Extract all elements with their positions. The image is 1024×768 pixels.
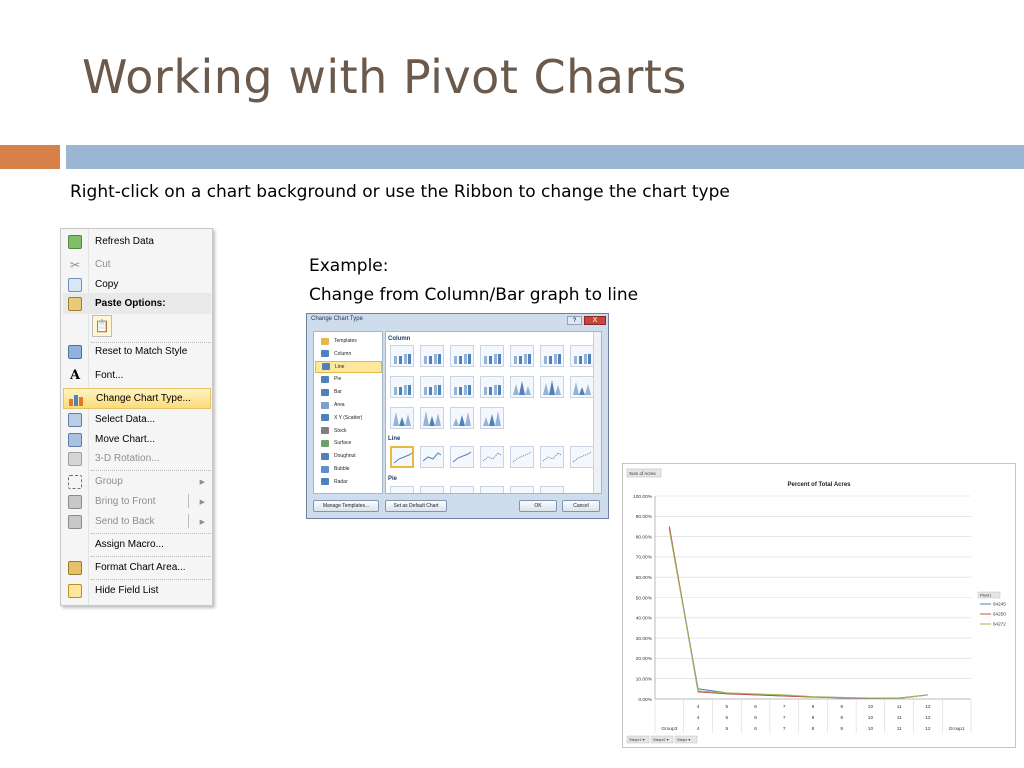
chart-category-icon xyxy=(321,402,329,409)
column-subtype-5[interactable] xyxy=(540,345,564,367)
menu-item-reset-to-match-style[interactable] xyxy=(63,341,211,362)
column-subtype-8[interactable] xyxy=(420,376,444,398)
x-category-label: 9 xyxy=(840,727,844,732)
chart-category-icon xyxy=(321,453,329,460)
chart-category-icon xyxy=(321,427,329,434)
category-radar[interactable] xyxy=(315,476,382,488)
ok-button[interactable]: OK xyxy=(519,500,557,512)
column-subtype-7[interactable] xyxy=(390,376,414,398)
column-subtype-2[interactable] xyxy=(450,345,474,367)
menu-item-copy[interactable] xyxy=(63,274,211,295)
menu-item-font[interactable] xyxy=(63,365,211,386)
column-subtype-6[interactable] xyxy=(570,345,594,367)
scissors-icon: ✂ xyxy=(69,257,81,272)
cone-subtype-14[interactable] xyxy=(390,407,414,429)
menu-item-hide-field-list[interactable] xyxy=(63,580,211,601)
y-tick-label: 50.00% xyxy=(635,596,652,602)
chart-category-icon xyxy=(321,350,329,357)
x-category-label: 9 xyxy=(840,716,844,721)
paste-option-button[interactable] xyxy=(92,315,112,337)
menu-item-label: Move Chart... xyxy=(95,434,156,445)
y-tick-label: 20.00% xyxy=(635,657,652,663)
column-subtype-9[interactable] xyxy=(450,376,474,398)
category-label: Stock xyxy=(334,427,347,434)
menu-item-label: Reset to Match Style xyxy=(95,346,188,357)
menu-item-assign-macro[interactable] xyxy=(63,534,211,555)
pie-subtype-3[interactable] xyxy=(480,486,504,494)
category-label: Area xyxy=(334,402,345,408)
pie-subtype-1[interactable] xyxy=(420,486,444,494)
field-button-label: Sum of Acres xyxy=(629,471,656,476)
menu-item-label: Cut xyxy=(95,259,111,270)
format-icon xyxy=(63,559,87,577)
x-category-label: 10 xyxy=(867,716,874,721)
menu-item-label: Send to Back xyxy=(95,516,155,527)
x-category-label: 8 xyxy=(811,716,815,721)
menu-item-label: Refresh Data xyxy=(95,236,154,247)
x-category-label: 6 xyxy=(754,705,757,710)
category-label: Doughnut xyxy=(334,453,356,460)
help-button[interactable]: ? xyxy=(567,316,582,325)
x-category-label: 7 xyxy=(782,716,786,721)
menu-item-select-data[interactable] xyxy=(63,409,211,430)
cancel-button[interactable]: Cancel xyxy=(562,500,600,512)
category-bubble[interactable] xyxy=(315,463,382,475)
x-category-label: 12 xyxy=(925,727,931,732)
refresh-icon xyxy=(63,233,87,251)
menu-item-3d-rotation[interactable] xyxy=(63,448,211,469)
category-label: Pie xyxy=(334,376,342,383)
category-surface[interactable] xyxy=(315,437,382,449)
y-tick-label: 60.00% xyxy=(635,576,652,581)
set-default-chart-button[interactable]: Set as Default Chart xyxy=(385,500,447,512)
pie-subtype-2[interactable] xyxy=(450,486,474,494)
pie-subtype-5[interactable] xyxy=(540,486,564,494)
series-line-64272 xyxy=(669,531,928,699)
category-column[interactable] xyxy=(315,348,382,360)
category-bar[interactable] xyxy=(315,386,382,398)
x-category-label: Group1 xyxy=(948,727,965,732)
move-chart-icon xyxy=(63,431,87,449)
accent-bar-blue xyxy=(66,145,1024,169)
x-category-label: 8 xyxy=(811,705,815,710)
menu-item-label: Hide Field List xyxy=(95,585,159,596)
chart-category-icon xyxy=(321,478,329,485)
legend-entry: 64245 xyxy=(993,601,1006,607)
group-icon xyxy=(63,473,87,491)
series-line-64245 xyxy=(669,529,928,699)
pivot-chart[interactable] xyxy=(622,463,1016,748)
category-stock[interactable] xyxy=(315,425,382,437)
context-menu xyxy=(60,228,213,606)
category-doughnut[interactable] xyxy=(315,450,382,462)
cone-subtype-12[interactable] xyxy=(540,376,564,398)
y-tick-label: 90.00% xyxy=(635,515,652,521)
category-label: X Y (Scatter) xyxy=(334,414,363,421)
menu-item-label: Assign Macro... xyxy=(95,539,164,550)
menu-item-send-to-back[interactable] xyxy=(63,511,211,532)
menu-item-label: Bring to Front xyxy=(95,496,156,507)
category-line[interactable] xyxy=(315,361,382,373)
menu-item-bring-to-front[interactable] xyxy=(63,491,211,512)
menu-item-label: Change Chart Type... xyxy=(96,393,191,404)
send-back-icon xyxy=(63,513,87,531)
category-label: Templates xyxy=(334,338,357,344)
menu-item-label: Format Chart Area... xyxy=(95,562,186,573)
y-tick-label: 10.00% xyxy=(635,677,652,683)
chart-title: Percent of Total Acres xyxy=(787,482,851,488)
line-subtype-6[interactable] xyxy=(570,446,594,468)
example-block xyxy=(309,252,638,310)
x-category-label: 4 xyxy=(696,727,700,732)
cone-subtype-17[interactable] xyxy=(480,407,504,429)
pie-subtype-0[interactable] xyxy=(390,486,414,494)
x-category-label: 11 xyxy=(896,716,902,721)
menu-item-label: Group xyxy=(95,476,123,487)
x-category-label: 12 xyxy=(925,705,931,710)
x-category-label: 10 xyxy=(867,727,874,732)
category-label: Column xyxy=(334,350,352,357)
x-category-label: 5 xyxy=(725,727,729,732)
y-tick-label: 40.00% xyxy=(635,616,652,622)
menu-item-move-chart[interactable] xyxy=(63,429,211,450)
x-category-label: 10 xyxy=(867,705,874,710)
chart-subtype-gallery xyxy=(385,331,602,494)
field-list-icon xyxy=(63,582,87,600)
x-category-label: 6 xyxy=(754,716,757,721)
line-subtype-0[interactable] xyxy=(390,446,414,468)
axis-field-button-label: Stepx1 ▾ xyxy=(629,737,645,742)
chart-category-icon xyxy=(321,440,329,447)
cone-subtype-15[interactable] xyxy=(420,407,444,429)
split-divider xyxy=(188,514,189,528)
x-category-label: 7 xyxy=(782,705,786,710)
chart-category-list xyxy=(313,331,383,494)
category-label: Bar xyxy=(334,389,342,396)
menu-item-cut[interactable] xyxy=(63,254,211,275)
line-subtype-4[interactable] xyxy=(510,446,534,468)
submenu-arrow-icon: ▶ xyxy=(199,498,205,506)
category-area[interactable] xyxy=(315,399,382,411)
legend-entry: 64272 xyxy=(993,621,1006,627)
chart-category-icon xyxy=(321,466,329,473)
menu-item-label: Copy xyxy=(95,279,119,290)
category-templates[interactable] xyxy=(315,335,382,347)
line-subtype-5[interactable] xyxy=(540,446,564,468)
close-button[interactable]: X xyxy=(584,316,606,325)
chart-type-icon xyxy=(64,390,88,408)
cone-subtype-11[interactable] xyxy=(510,376,534,398)
chart-category-icon xyxy=(321,414,329,421)
menu-item-label: Paste Options: xyxy=(95,298,166,309)
cone-subtype-13[interactable] xyxy=(570,376,594,398)
menu-item-label: Font... xyxy=(95,370,124,381)
y-tick-label: 0.00% xyxy=(638,697,652,703)
rotation-icon xyxy=(63,450,87,468)
x-category-label: 6 xyxy=(754,727,757,732)
x-category-label: 9 xyxy=(840,705,844,710)
column-subtype-0[interactable] xyxy=(390,345,414,367)
copy-icon xyxy=(63,276,87,294)
pivot-chart-svg xyxy=(623,464,1017,749)
change-chart-type-dialog xyxy=(306,313,609,519)
category-label: Line xyxy=(335,363,345,370)
pie-subtype-4[interactable] xyxy=(510,486,534,494)
x-category-label: 12 xyxy=(925,716,931,721)
legend-header: Plant1 xyxy=(980,592,992,598)
paste-icon xyxy=(63,295,87,313)
x-category-label: 8 xyxy=(811,727,815,732)
x-category-label: 4 xyxy=(696,716,700,721)
y-tick-label: 80.00% xyxy=(635,535,652,541)
chart-category-icon xyxy=(321,389,329,396)
x-category-label: 5 xyxy=(725,705,729,710)
x-category-label: 7 xyxy=(782,727,786,732)
chart-category-icon xyxy=(321,338,329,345)
category-label: Radar xyxy=(334,478,348,485)
legend-entry: 64250 xyxy=(993,611,1006,617)
column-subtype-1[interactable] xyxy=(420,345,444,367)
menu-item-change-chart-type[interactable] xyxy=(63,388,211,409)
menu-item-label: Select Data... xyxy=(95,414,156,425)
font-icon: A xyxy=(69,368,81,383)
x-category-label: 11 xyxy=(896,705,902,710)
menu-item-paste-options xyxy=(63,293,211,314)
section-line: Line xyxy=(388,436,401,442)
category-pie[interactable] xyxy=(315,373,382,385)
column-subtype-4[interactable] xyxy=(510,345,534,367)
accent-bar-orange xyxy=(0,145,60,169)
series-line-64250 xyxy=(669,527,928,699)
line-subtype-2[interactable] xyxy=(450,446,474,468)
example-text: Change from Column/Bar graph to line xyxy=(309,285,639,305)
column-subtype-10[interactable] xyxy=(480,376,504,398)
x-category-label: 4 xyxy=(696,705,700,710)
example-label: Example: xyxy=(309,256,389,276)
section-pie: Pie xyxy=(388,476,398,482)
category-label: Bubble xyxy=(334,466,350,472)
submenu-arrow-icon: ▶ xyxy=(199,478,205,486)
slide-subtitle: Right-click on a chart background or use the Ribbon to change the chart type xyxy=(70,182,730,202)
chart-category-icon xyxy=(321,376,329,383)
submenu-arrow-icon: ▶ xyxy=(199,518,205,526)
reset-style-icon xyxy=(63,343,87,361)
category-label: Surface xyxy=(334,440,352,447)
menu-item-group[interactable] xyxy=(63,471,211,492)
bring-front-icon xyxy=(63,493,87,511)
menu-item-format-chart-area[interactable] xyxy=(63,557,211,578)
y-tick-label: 30.00% xyxy=(635,636,652,642)
x-category-label: 11 xyxy=(896,727,902,732)
gallery-scrollbar[interactable] xyxy=(593,332,601,493)
split-divider xyxy=(188,494,189,508)
chart-category-icon xyxy=(322,363,330,370)
y-tick-label: 70.00% xyxy=(635,555,652,561)
x-category-label: Group3 xyxy=(661,727,678,732)
menu-item-label: 3-D Rotation... xyxy=(95,453,160,464)
section-column: Column xyxy=(388,336,411,342)
category-x-y-scatter[interactable] xyxy=(315,412,382,424)
dialog-title: Change Chart Type xyxy=(311,316,363,322)
y-tick-label: 100.00% xyxy=(633,494,652,500)
axis-field-button-label: Stepx ▾ xyxy=(677,737,691,742)
line-subtype-1[interactable] xyxy=(420,446,444,468)
axis-field-button-label: Stepx2 ▾ xyxy=(653,737,669,742)
cone-subtype-16[interactable] xyxy=(450,407,474,429)
line-subtype-3[interactable] xyxy=(480,446,504,468)
clipboard-icon: 📋 xyxy=(94,319,110,333)
manage-templates-button[interactable]: Manage Templates... xyxy=(313,500,379,512)
slide-title: Working with Pivot Charts xyxy=(82,50,687,104)
menu-item-refresh-data[interactable] xyxy=(63,231,211,252)
x-category-label: 5 xyxy=(725,716,729,721)
select-data-icon xyxy=(63,411,87,429)
column-subtype-3[interactable] xyxy=(480,345,504,367)
